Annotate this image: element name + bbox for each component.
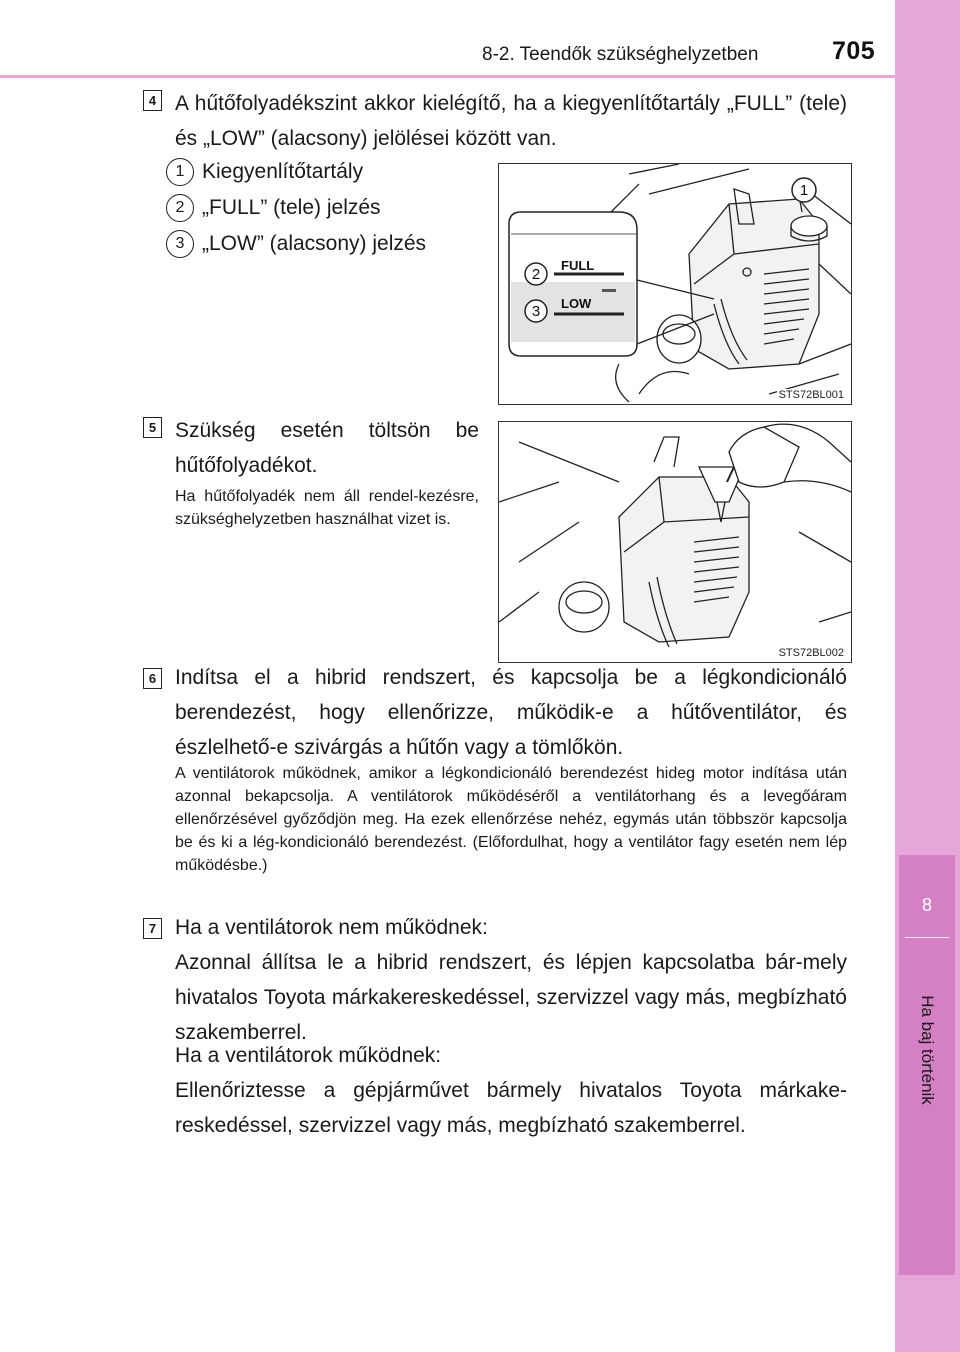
full-mark-label: FULL (561, 258, 595, 273)
step-7-line-1: Ha a ventilátorok nem működnek: (175, 916, 488, 939)
page-header (0, 0, 895, 80)
step-6-note: A ventilátorok működnek, amikor a légkondicionáló berendezést hideg motor indítása után azonnal bekapcsolja. A ventilátorok működéséről a ventilátorhang és a levegőáram ellenőrzésével győződjön meg. Ha ezek ellenőrzése nehéz, egymás után többször kapcsolja be és ki a lég-kondicionáló berendezést. (Előfordulhat, hogy a ventilátor fagy esetén nem lép működésbe.) (175, 765, 847, 874)
refill-illustration (499, 422, 851, 662)
step-badge-7: 7 (143, 918, 162, 939)
reservoir-illustration (499, 164, 851, 404)
section-title: 8-2. Teendők szükséghelyzetben (482, 44, 759, 65)
step-6-text: Indítsa el a hibrid rendszert, és kapcsolja be a légkondicionáló berendezést, hogy ellenőrizze, működik-e a hűtőventilátor, és észlelhető-e szivárgás a hűtőn vagy a tömlőkön. (175, 666, 847, 759)
legend-number: 3 (166, 230, 194, 258)
step-7-line-2: Azonnal állítsa le a hibrid rendszert, és lépjen kapcsolatba bár-mely hivatalos Toyota márkakereskedéssel, szervizzel vagy más, megbízható szakemberrel. (175, 951, 847, 1044)
step-5-note: Ha hűtőfolyadék nem áll rendel-kezésre, szükséghelyzetben használhat vizet is. (175, 488, 479, 528)
low-mark-label: LOW (561, 296, 592, 311)
step-5-text: Szükség esetén töltsön be hűtőfolyadékot. (175, 419, 479, 477)
header-divider (0, 75, 895, 78)
chapter-tab-divider (905, 937, 949, 938)
legend-number: 1 (166, 158, 194, 186)
step-badge-4: 4 (143, 90, 162, 111)
chapter-number: 8 (921, 895, 932, 915)
callout-2: 2 (531, 266, 541, 283)
refill-coolant-figure (498, 421, 852, 663)
figure-code: STS72BL002 (778, 647, 844, 659)
reservoir-level-figure (498, 163, 852, 405)
step-7-line-3: Ha a ventilátorok működnek: (175, 1044, 442, 1067)
chapter-tab-box (899, 855, 955, 1275)
figure-code: STS72BL001 (778, 389, 844, 401)
legend-number: 2 (166, 194, 194, 222)
callout-1: 1 (799, 182, 809, 199)
legend-label: „FULL” (tele) jelzés (202, 196, 381, 219)
step-badge-6: 6 (143, 668, 162, 689)
legend-label: Kiegyenlítőtartály (202, 160, 364, 183)
step-7-line-4: Ellenőriztesse a gépjárművet bármely hivatalos Toyota márkake-reskedéssel, szervizzel vagy más, megbízható szakemberrel. (175, 1079, 847, 1137)
step-4-text: A hűtőfolyadékszint akkor kielégítő, ha a kiegyenlítőtartály „FULL” (tele) és „LOW” (alacsony) jelölései között van. (175, 92, 847, 150)
legend-label: „LOW” (alacsony) jelzés (202, 232, 427, 255)
callout-3: 3 (531, 303, 541, 320)
page-number: 705 (832, 37, 876, 65)
chapter-title: Ha baj történik (918, 995, 937, 1105)
step-badge-5: 5 (143, 417, 162, 438)
